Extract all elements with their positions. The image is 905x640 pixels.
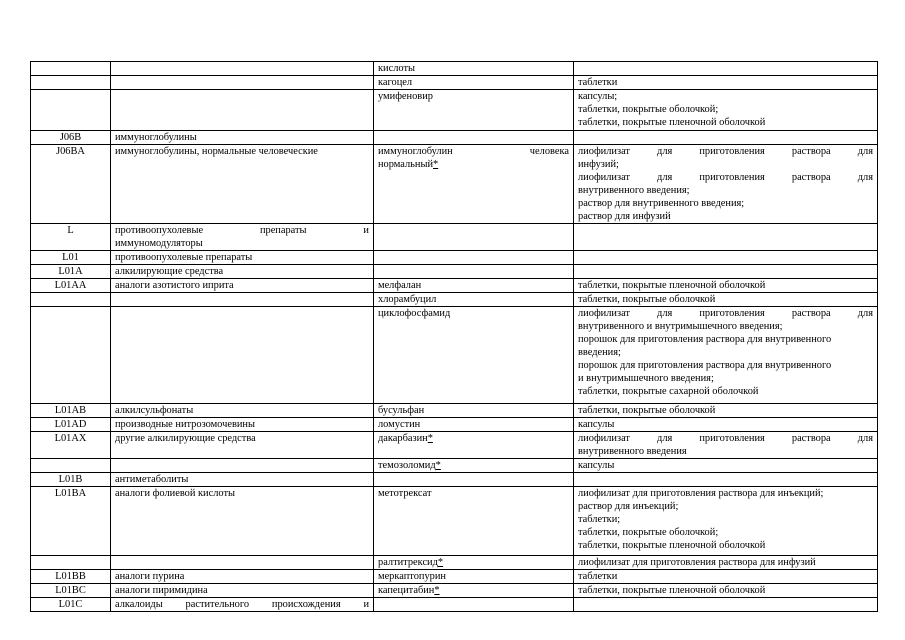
drug-name-cell bbox=[374, 570, 574, 584]
drug-name-text: бусульфан bbox=[378, 405, 425, 416]
dosage-forms-cell bbox=[574, 432, 878, 459]
group-name-text: алкилсульфонаты bbox=[115, 405, 194, 416]
dosage-forms-line bbox=[578, 333, 873, 346]
group-name-line bbox=[115, 145, 369, 158]
dosage-forms-text: порошок для приготовления раствора для внутривенного bbox=[578, 360, 832, 371]
dosage-forms-cell bbox=[574, 459, 878, 473]
dosage-forms-text: инфузий; bbox=[578, 159, 619, 170]
group-name-line bbox=[115, 279, 369, 292]
atc-code-cell: J06BA bbox=[31, 145, 111, 224]
group-name-cell bbox=[111, 131, 374, 145]
group-name-line bbox=[115, 224, 369, 237]
table-row bbox=[31, 556, 878, 570]
drug-name-text: иммуноглобулин человека bbox=[378, 146, 569, 157]
group-name-line bbox=[115, 131, 369, 144]
dosage-forms-cell bbox=[574, 90, 878, 131]
drug-name-cell bbox=[374, 62, 574, 76]
group-name-text: противоопухолевые препараты и bbox=[115, 225, 369, 236]
dosage-forms-text: таблетки, покрытые сахарной оболочкой bbox=[578, 386, 759, 397]
drug-name-line bbox=[378, 487, 569, 500]
dosage-forms-cell bbox=[574, 251, 878, 265]
table-row bbox=[31, 224, 878, 251]
dosage-forms-line bbox=[578, 372, 873, 385]
group-name-line bbox=[115, 473, 369, 486]
table-row bbox=[31, 570, 878, 584]
group-name-line bbox=[115, 237, 369, 250]
drug-name-line bbox=[378, 62, 569, 75]
atc-code-cell: L01BA bbox=[31, 487, 111, 556]
drug-name-cell bbox=[374, 131, 574, 145]
drug-name-cell bbox=[374, 418, 574, 432]
drug-name-text: меркаптопурин bbox=[378, 571, 446, 582]
drug-name-text: кислоты bbox=[378, 63, 415, 74]
group-name-cell bbox=[111, 404, 374, 418]
group-name-text: иммуноглобулины bbox=[115, 132, 197, 143]
atc-code-cell: L01A bbox=[31, 265, 111, 279]
table-body bbox=[31, 62, 878, 612]
group-name-cell bbox=[111, 251, 374, 265]
dosage-forms-text: капсулы; bbox=[578, 91, 618, 102]
table-row bbox=[31, 76, 878, 90]
group-name-cell bbox=[111, 279, 374, 293]
dosage-forms-cell bbox=[574, 598, 878, 612]
drug-name-line bbox=[378, 307, 569, 320]
drug-name-text: ломустин bbox=[378, 419, 421, 430]
dosage-forms-text: и внутримышечного введения; bbox=[578, 373, 714, 384]
group-name-text: производные нитрозомочевины bbox=[115, 419, 255, 430]
atc-code-cell: L01C bbox=[31, 598, 111, 612]
dosage-forms-line bbox=[578, 145, 873, 158]
atc-code-cell: L01BC bbox=[31, 584, 111, 598]
drug-name-line bbox=[378, 570, 569, 583]
drug-name-line bbox=[378, 418, 569, 431]
atc-code-cell bbox=[31, 459, 111, 473]
group-name-text: противоопухолевые препараты bbox=[115, 252, 253, 263]
drug-name-line bbox=[378, 556, 569, 569]
dosage-forms-text: внутривенного введения; bbox=[578, 185, 690, 196]
drug-name-cell bbox=[374, 404, 574, 418]
dosage-forms-cell bbox=[574, 224, 878, 251]
group-name-text: другие алкилирующие средства bbox=[115, 433, 256, 444]
drug-name-text: метотрексат bbox=[378, 488, 432, 499]
drug-name-line bbox=[378, 90, 569, 103]
group-name-text: аналоги пиримидина bbox=[115, 585, 208, 596]
dosage-forms-line bbox=[578, 279, 873, 292]
table-row bbox=[31, 584, 878, 598]
atc-code-cell: L01AB bbox=[31, 404, 111, 418]
group-name-line bbox=[115, 570, 369, 583]
group-name-cell bbox=[111, 90, 374, 131]
drug-name-line bbox=[378, 432, 569, 445]
drug-name-cell bbox=[374, 76, 574, 90]
group-name-cell bbox=[111, 418, 374, 432]
dosage-forms-text: раствор для внутривенного введения; bbox=[578, 198, 745, 209]
drug-name-text: кагоцел bbox=[378, 77, 413, 88]
dosage-forms-line bbox=[578, 445, 873, 458]
dosage-forms-text: капсулы bbox=[578, 419, 615, 430]
dosage-forms-cell bbox=[574, 307, 878, 404]
drug-name-cell bbox=[374, 224, 574, 251]
dosage-forms-line bbox=[578, 459, 873, 472]
dosage-forms-cell bbox=[574, 293, 878, 307]
dosage-forms-cell bbox=[574, 556, 878, 570]
drug-name-text: циклофосфамид bbox=[378, 308, 451, 319]
drug-name-cell bbox=[374, 90, 574, 131]
dosage-forms-text: таблетки, покрытые пленочной оболочкой bbox=[578, 585, 766, 596]
atc-code-cell bbox=[31, 62, 111, 76]
atc-code-cell bbox=[31, 76, 111, 90]
group-name-line bbox=[115, 432, 369, 445]
group-name-cell bbox=[111, 265, 374, 279]
group-name-cell bbox=[111, 307, 374, 404]
drug-name-line bbox=[378, 459, 569, 472]
group-name-line bbox=[115, 487, 369, 500]
dosage-forms-line bbox=[578, 526, 873, 539]
dosage-forms-line bbox=[578, 116, 873, 129]
dosage-forms-line bbox=[578, 404, 873, 417]
atc-code-cell: L01BB bbox=[31, 570, 111, 584]
drug-name-line bbox=[378, 404, 569, 417]
group-name-cell bbox=[111, 473, 374, 487]
group-name-cell bbox=[111, 487, 374, 556]
dosage-forms-text: введения; bbox=[578, 347, 621, 358]
drug-name-cell bbox=[374, 279, 574, 293]
drug-name-line bbox=[378, 145, 569, 158]
dosage-forms-line bbox=[578, 76, 873, 89]
drug-name-line bbox=[378, 293, 569, 306]
drug-name-line bbox=[378, 158, 569, 171]
atc-code-cell: L01B bbox=[31, 473, 111, 487]
dosage-forms-line bbox=[578, 171, 873, 184]
dosage-forms-text: внутривенного введения bbox=[578, 446, 687, 457]
drug-name-text: нормальный bbox=[378, 159, 434, 170]
group-name-text: алкалоиды растительного происхождения и bbox=[115, 599, 369, 610]
table-row bbox=[31, 598, 878, 612]
dosage-forms-line bbox=[578, 320, 873, 333]
dosage-forms-line bbox=[578, 487, 873, 500]
drug-name-line bbox=[378, 76, 569, 89]
atc-code-cell: L01AA bbox=[31, 279, 111, 293]
asterisk-mark: * bbox=[433, 159, 439, 170]
group-name-line bbox=[115, 265, 369, 278]
dosage-forms-text: лиофилизат для приготовления раствора для bbox=[578, 308, 873, 319]
drug-name-cell bbox=[374, 145, 574, 224]
dosage-forms-text: порошок для приготовления раствора для внутривенного bbox=[578, 334, 832, 345]
group-name-cell bbox=[111, 224, 374, 251]
table-row bbox=[31, 307, 878, 404]
table-row bbox=[31, 473, 878, 487]
dosage-forms-line bbox=[578, 584, 873, 597]
group-name-cell bbox=[111, 293, 374, 307]
dosage-forms-line bbox=[578, 197, 873, 210]
group-name-text: алкилирующие средства bbox=[115, 266, 224, 277]
drug-name-cell bbox=[374, 432, 574, 459]
table-row bbox=[31, 145, 878, 224]
dosage-forms-line bbox=[578, 307, 873, 320]
dosage-forms-line bbox=[578, 346, 873, 359]
table-row bbox=[31, 131, 878, 145]
atc-code-cell bbox=[31, 90, 111, 131]
group-name-cell bbox=[111, 570, 374, 584]
group-name-line bbox=[115, 251, 369, 264]
drug-name-cell bbox=[374, 307, 574, 404]
dosage-forms-text: лиофилизат для приготовления раствора для bbox=[578, 146, 873, 157]
dosage-forms-cell bbox=[574, 265, 878, 279]
dosage-forms-line bbox=[578, 570, 873, 583]
asterisk-mark: * bbox=[427, 433, 433, 444]
drug-name-text: темозоломид bbox=[378, 460, 436, 471]
drug-table bbox=[30, 61, 878, 612]
dosage-forms-line bbox=[578, 432, 873, 445]
atc-code-cell bbox=[31, 307, 111, 404]
group-name-cell bbox=[111, 76, 374, 90]
dosage-forms-line bbox=[578, 158, 873, 171]
drug-name-line bbox=[378, 584, 569, 597]
atc-code-cell: L01AX bbox=[31, 432, 111, 459]
group-name-text: аналоги фолиевой кислоты bbox=[115, 488, 235, 499]
group-name-line bbox=[115, 598, 369, 611]
dosage-forms-line bbox=[578, 500, 873, 513]
table-row bbox=[31, 459, 878, 473]
dosage-forms-text: таблетки bbox=[578, 571, 618, 582]
atc-code-cell bbox=[31, 556, 111, 570]
drug-name-text: мелфалан bbox=[378, 280, 422, 291]
dosage-forms-cell bbox=[574, 76, 878, 90]
dosage-forms-text: раствор для инфузий bbox=[578, 211, 671, 222]
drug-name-text: ралтитрексид bbox=[378, 557, 438, 568]
dosage-forms-cell bbox=[574, 404, 878, 418]
group-name-cell bbox=[111, 62, 374, 76]
dosage-forms-cell bbox=[574, 279, 878, 293]
table-row bbox=[31, 487, 878, 556]
group-name-text: аналоги пурина bbox=[115, 571, 185, 582]
dosage-forms-text: таблетки, покрытые пленочной оболочкой bbox=[578, 280, 766, 291]
drug-name-cell bbox=[374, 293, 574, 307]
dosage-forms-line bbox=[578, 385, 873, 398]
atc-code-cell: J06B bbox=[31, 131, 111, 145]
table-row bbox=[31, 251, 878, 265]
group-name-line bbox=[115, 418, 369, 431]
group-name-line bbox=[115, 404, 369, 417]
dosage-forms-line bbox=[578, 359, 873, 372]
dosage-forms-cell bbox=[574, 131, 878, 145]
dosage-forms-line bbox=[578, 103, 873, 116]
atc-code-cell bbox=[31, 293, 111, 307]
table-row bbox=[31, 265, 878, 279]
dosage-forms-cell bbox=[574, 570, 878, 584]
drug-name-cell bbox=[374, 459, 574, 473]
dosage-forms-line bbox=[578, 556, 873, 569]
group-name-cell bbox=[111, 459, 374, 473]
drug-name-text: хлорамбуцил bbox=[378, 294, 437, 305]
drug-name-cell bbox=[374, 251, 574, 265]
dosage-forms-text: таблетки; bbox=[578, 514, 621, 525]
dosage-forms-text: лиофилизат для приготовления раствора для bbox=[578, 172, 873, 183]
dosage-forms-text: таблетки bbox=[578, 77, 618, 88]
table-row bbox=[31, 432, 878, 459]
dosage-forms-line bbox=[578, 210, 873, 223]
table-row bbox=[31, 62, 878, 76]
drug-name-cell bbox=[374, 265, 574, 279]
dosage-forms-text: таблетки, покрытые пленочной оболочкой bbox=[578, 540, 766, 551]
drug-name-line bbox=[378, 279, 569, 292]
group-name-cell bbox=[111, 598, 374, 612]
dosage-forms-cell bbox=[574, 584, 878, 598]
asterisk-mark: * bbox=[434, 585, 440, 596]
dosage-forms-text: лиофилизат для приготовления раствора для инъекций; bbox=[578, 488, 824, 499]
table-row bbox=[31, 404, 878, 418]
dosage-forms-text: лиофилизат для приготовления раствора для инфузий bbox=[578, 557, 816, 568]
group-name-cell bbox=[111, 145, 374, 224]
table-row bbox=[31, 279, 878, 293]
dosage-forms-text: внутривенного и внутримышечного введения; bbox=[578, 321, 783, 332]
group-name-cell bbox=[111, 432, 374, 459]
asterisk-mark: * bbox=[437, 557, 444, 568]
dosage-forms-text: раствор для инъекций; bbox=[578, 501, 679, 512]
atc-code-cell: L bbox=[31, 224, 111, 251]
drug-name-cell bbox=[374, 487, 574, 556]
atc-code-cell: L01AD bbox=[31, 418, 111, 432]
drug-name-text: капецитабин bbox=[378, 585, 435, 596]
group-name-text: иммуноглобулины, нормальные человеческие bbox=[115, 146, 318, 157]
dosage-forms-cell bbox=[574, 145, 878, 224]
group-name-text: иммуномодуляторы bbox=[115, 238, 203, 249]
dosage-forms-text: таблетки, покрытые оболочкой bbox=[578, 294, 716, 305]
dosage-forms-line bbox=[578, 539, 873, 552]
dosage-forms-line bbox=[578, 184, 873, 197]
group-name-text: аналоги азотистого иприта bbox=[115, 280, 234, 291]
dosage-forms-text: лиофилизат для приготовления раствора для bbox=[578, 433, 873, 444]
table-row bbox=[31, 293, 878, 307]
group-name-cell bbox=[111, 584, 374, 598]
dosage-forms-text: капсулы bbox=[578, 460, 615, 471]
drug-name-text: умифеновир bbox=[378, 91, 433, 102]
dosage-forms-text: таблетки, покрытые оболочкой; bbox=[578, 104, 719, 115]
dosage-forms-cell bbox=[574, 487, 878, 556]
group-name-line bbox=[115, 584, 369, 597]
drug-name-cell bbox=[374, 584, 574, 598]
table-row bbox=[31, 418, 878, 432]
dosage-forms-cell bbox=[574, 418, 878, 432]
drug-name-text: дакарбазин bbox=[378, 433, 428, 444]
dosage-forms-text: таблетки, покрытые пленочной оболочкой bbox=[578, 117, 766, 128]
atc-code-cell: L01 bbox=[31, 251, 111, 265]
dosage-forms-text: таблетки, покрытые оболочкой; bbox=[578, 527, 719, 538]
group-name-cell bbox=[111, 556, 374, 570]
asterisk-mark: * bbox=[435, 460, 441, 471]
dosage-forms-line bbox=[578, 418, 873, 431]
dosage-forms-line bbox=[578, 90, 873, 103]
drug-name-cell bbox=[374, 473, 574, 487]
group-name-text: антиметаболиты bbox=[115, 474, 189, 485]
dosage-forms-cell bbox=[574, 62, 878, 76]
dosage-forms-line bbox=[578, 293, 873, 306]
table-row bbox=[31, 90, 878, 131]
dosage-forms-text: таблетки, покрытые оболочкой bbox=[578, 405, 716, 416]
drug-name-cell bbox=[374, 556, 574, 570]
dosage-forms-line bbox=[578, 513, 873, 526]
drug-name-cell bbox=[374, 598, 574, 612]
dosage-forms-cell bbox=[574, 473, 878, 487]
